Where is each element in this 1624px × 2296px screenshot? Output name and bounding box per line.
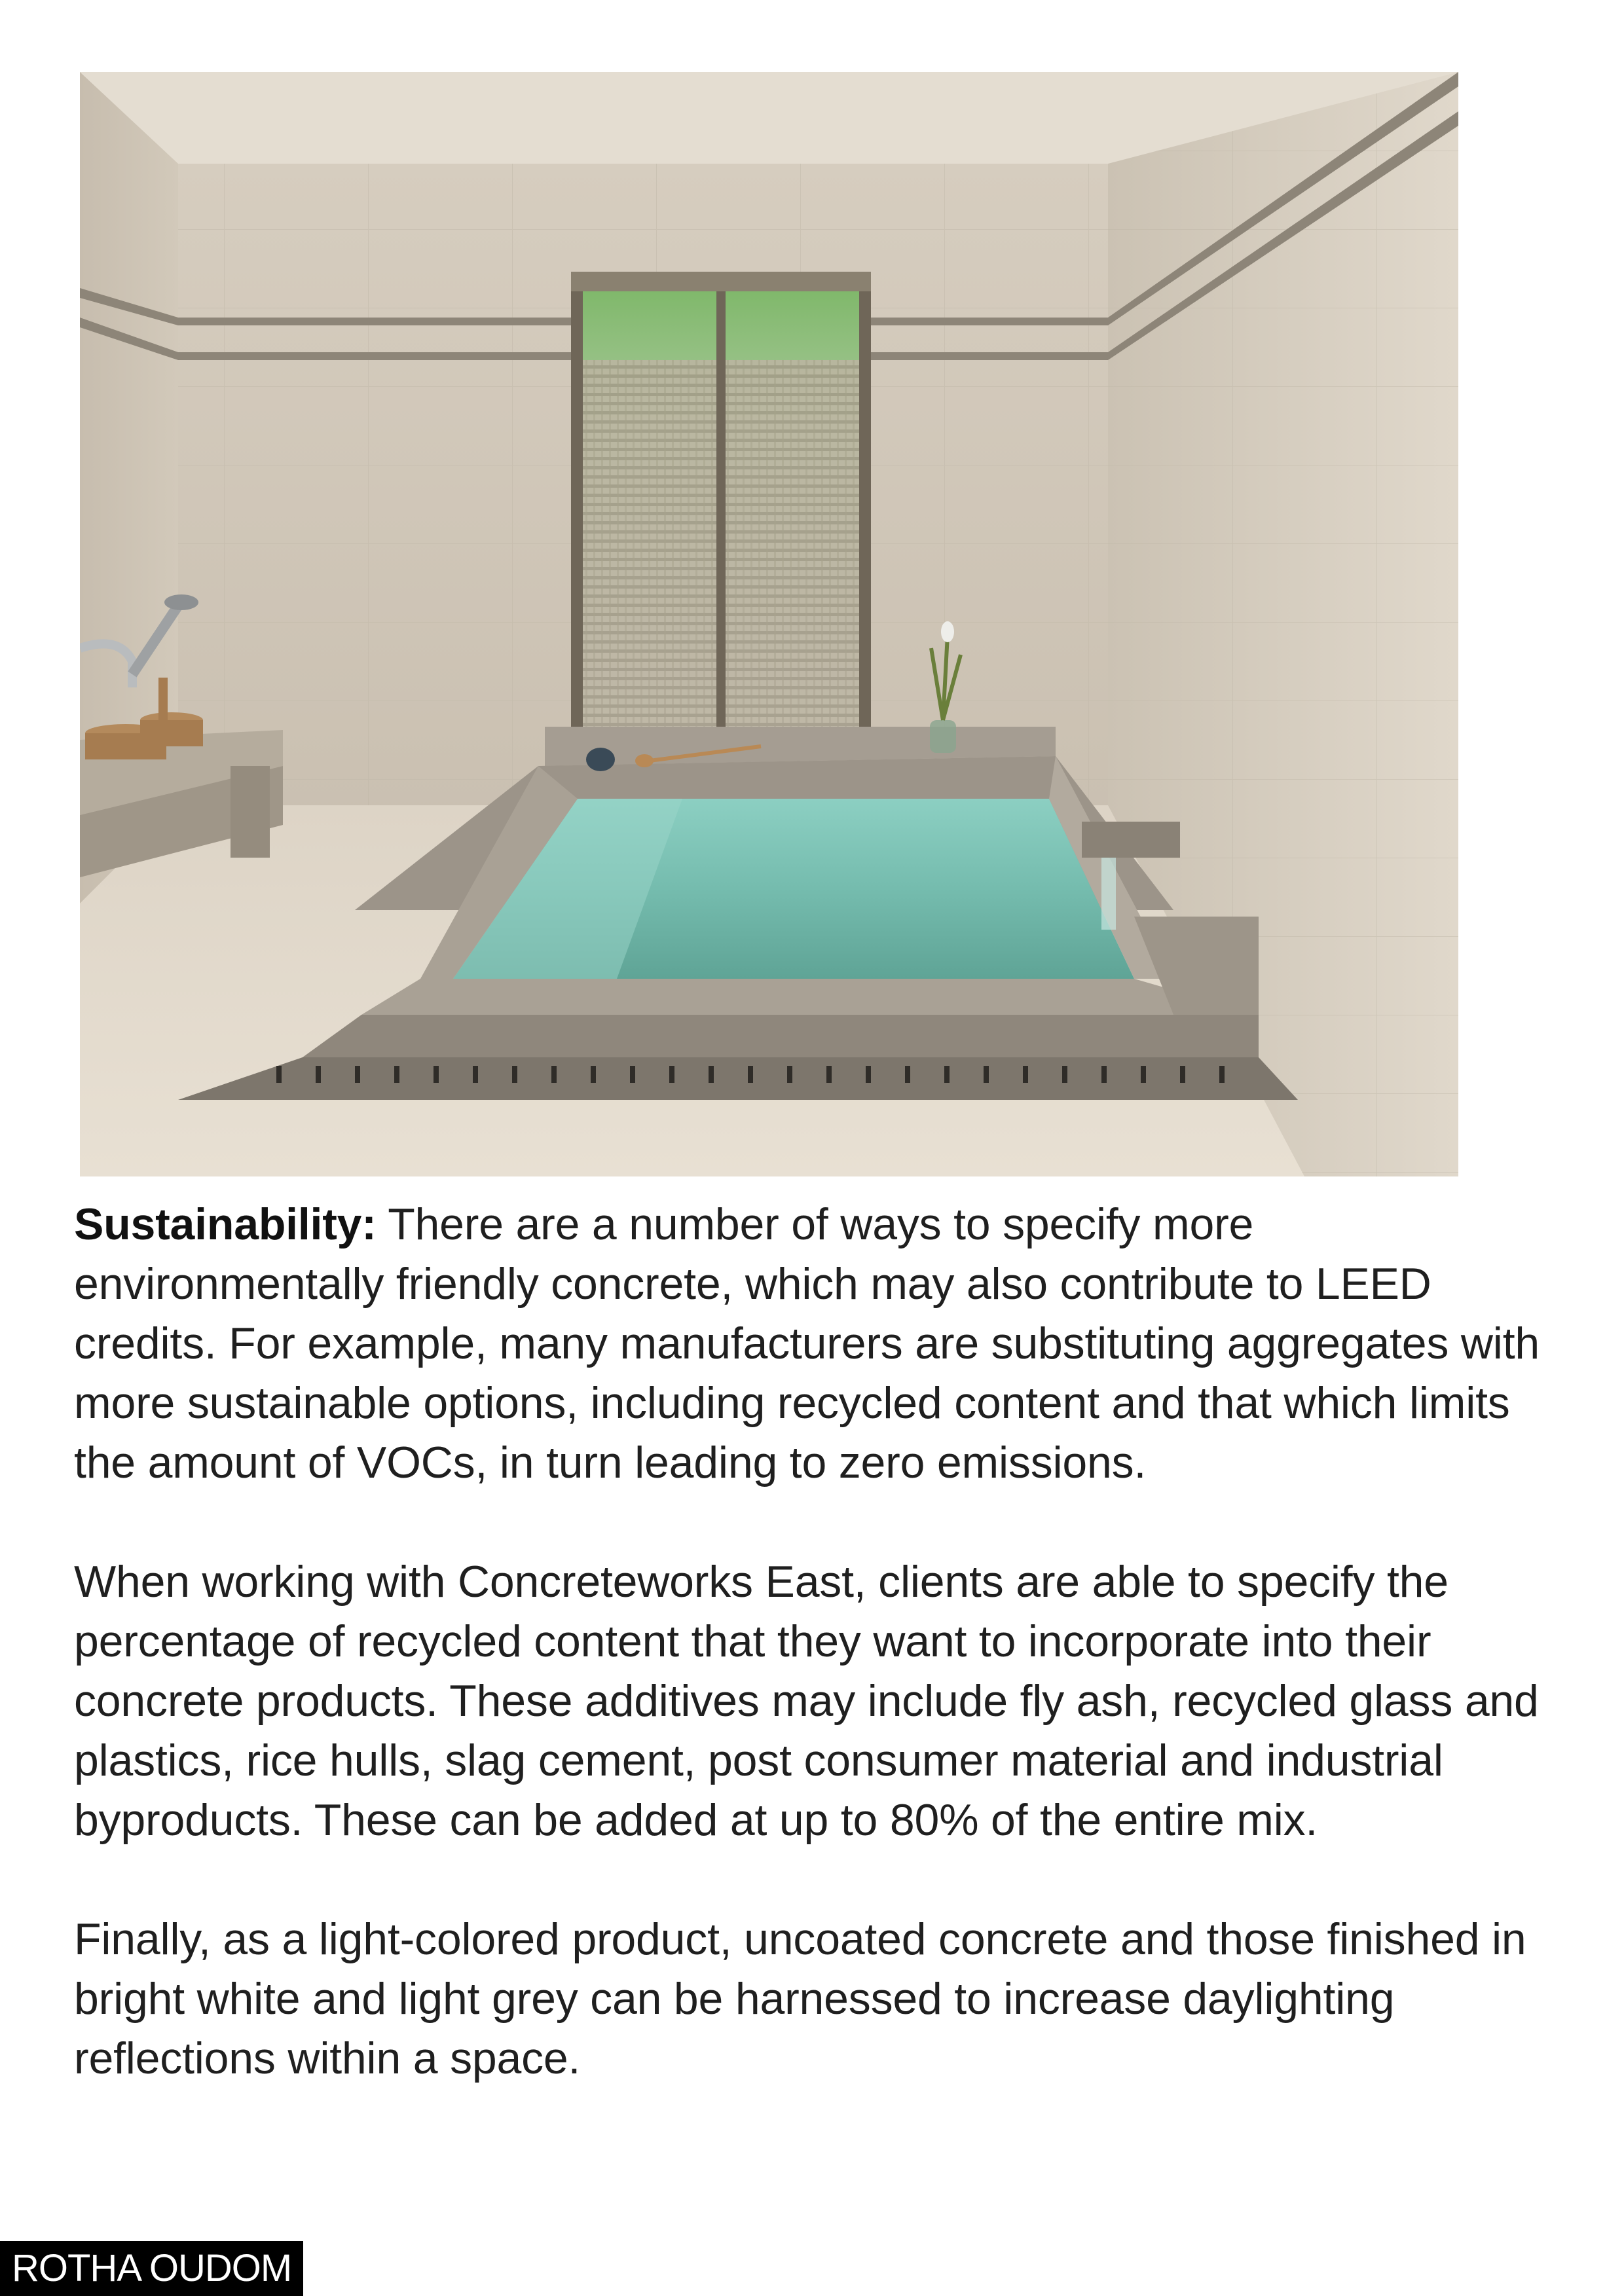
paragraph-1-text: There are a number of ways to specify more environmentally friendly concrete, which may also contribute to LEED credits. For example, many manufacturers are substituting aggregates with more sustainable options, including recycled content and that which limits the amount of VOCs, in turn leading to zero emissions. bbox=[74, 1199, 1540, 1487]
paragraph-daylighting: Finally, as a light-colored product, uncoated concrete and those finished in bright white and light grey can be harnessed to increase daylighting reflections within a space. bbox=[74, 1914, 1526, 2083]
author-tag: ROTHA OUDOM bbox=[0, 2241, 303, 2296]
sustainability-label: Sustainability: bbox=[74, 1199, 377, 1249]
paragraph-concreteworks: When working with Concreteworks East, clients are able to specify the percentage of recycled content that they want to incorporate into their concrete products. These additives may include fly ash, recycled glass and plastics, rice hulls, slag cement, post consumer material and industrial byproducts. These can be added at up to 80% of the entire mix. bbox=[74, 1557, 1539, 1845]
bathroom-photo bbox=[80, 72, 1458, 1176]
article-body bbox=[74, 1195, 1574, 2088]
bathroom-photo-illustration bbox=[80, 72, 1458, 1176]
paragraph-sustainability bbox=[74, 1195, 1574, 1493]
